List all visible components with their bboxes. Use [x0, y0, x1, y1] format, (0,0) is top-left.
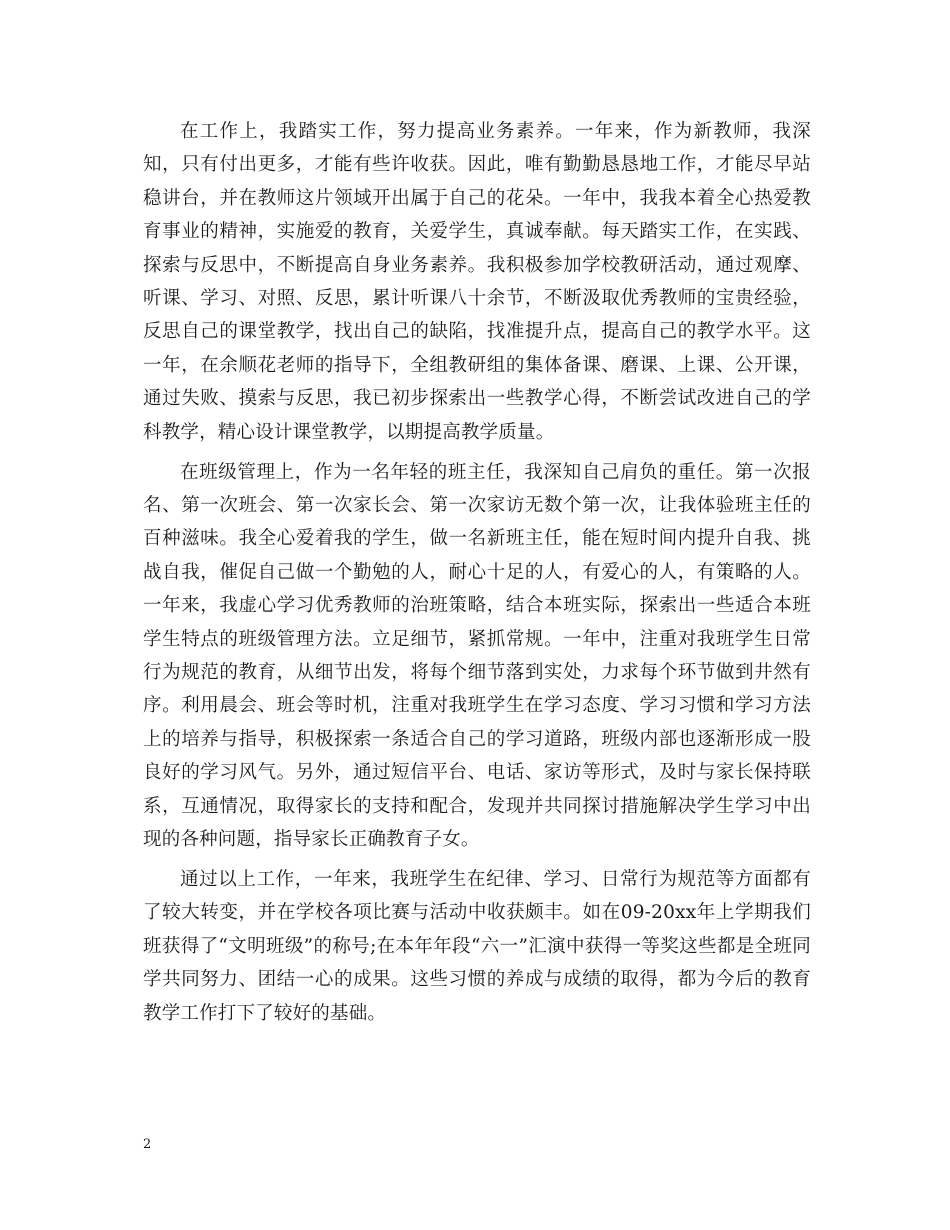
paragraph-work: 在工作上，我踏实工作，努力提高业务素养。一年来，作为新教师，我深知，只有付出更多，才能有些许收获。因此，唯有勤勤恳恳地工作，才能尽早站稳讲台，并在教师这片领域开出属于自己的花朵。一年中，我我本着全心热爱教育事业的精神，实施爱的教育，关爱学生，真诚奉献。每天踏实工作，在实践、探索与反思中，不断提高自身业务素养。我积极参加学校教研活动，通过观摩、听课、学习、对照、反思，累计听课八十余节，不断汲取优秀教师的宝贵经验，反思自己的课堂教学，找出自己的缺陷，找准提升点，提高自己的教学水平。这一年，在余顺花老师的指导下，全组教研组的集体备课、磨课、上课、公开课，通过失败、摸索与反思，我已初步探索出一些教学心得，不断尝试改进自己的学科教学，精心设计课堂教学，以期提高教学质量。 — [143, 121, 811, 443]
page-number: 2 — [143, 1137, 152, 1152]
paragraph-results: 通过以上工作，一年来，我班学生在纪律、学习、日常行为规范等方面都有了较大转变，并在学校各项比赛与活动中收获颇丰。如在09-20xx年上学期我们班获得了“文明班级”的称号;在本年年段“六一”汇演中获得一等奖这些都是全班同学共同努力、团结一心的成果。这些习惯的养成与成绩的取得，都为今后的教育教学工作打下了较好的基础。 — [143, 868, 811, 1024]
document-body — [143, 115, 811, 1036]
paragraph-class-management: 在班级管理上，作为一名年轻的班主任，我深知自己肩负的重任。第一次报名、第一次班会、第一次家长会、第一次家访无数个第一次，让我体验班主任的百种滋味。我全心爱着我的学生，做一名新班主任，能在短时间内提升自我、挑战自我，催促自己做一个勤勉的人，耐心十足的人，有爱心的人，有策略的人。一年来，我虚心学习优秀教师的治班策略，结合本班实际，探索出一些适合本班学生特点的班级管理方法。立足细节，紧抓常规。一年中，注重对我班学生日常行为规范的教育，从细节出发，将每个细节落到实处，力求每个环节做到井然有序。利用晨会、班会等时机，注重对我班学生在学习态度、学习习惯和学习方法上的培养与指导，积极探索一条适合自己的学习道路，班级内部也逐渐形成一股良好的学习风气。另外，通过短信平台、电话、家访等形式，及时与家长保持联系，互通情况，取得家长的支持和配合，发现并共同探讨措施解决学生学习中出现的各种问题，指导家长正确教育子女。 — [143, 461, 811, 851]
